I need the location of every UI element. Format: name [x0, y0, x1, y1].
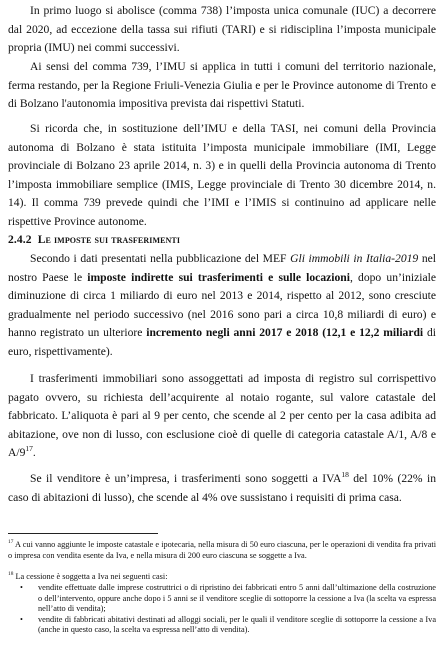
section-title: Le imposte sui trasferimenti — [37, 233, 181, 246]
footnote-number-17: 17 — [8, 539, 14, 546]
bullet-icon: • — [20, 614, 23, 624]
list-item: • vendite di fabbricati abitativi destinati ad alloggi sociali, per le quali il venditore sceglie di sottoporre la cessione a Iva (anche in questo caso, la scelta va espressa nell’atto di vendita). — [20, 614, 436, 635]
paragraph-registration-tax: I trasferimenti immobiliari sono assoggettati ad imposta di registro sul corrispettivo pagato ovvero, su richiesta dell’acquirente al notaio rogante, sul valore catastale del fabbricato. L’aliquota è pari al 9 per cento, che scende al 2 per cento per la casa adibita ad abitazione, ove non di lusso, con esclusione cioè di quelle di categoria catastale A/1, A/8 e $A/9^{17}$. — [8, 372, 436, 460]
bullet-icon: • — [20, 583, 23, 592]
paragraph-imu-comma-739: Ai sensi del comma 739, l’IMU si applica in tutti i comuni del territorio nazionale, ferma restando, per la Regione Friuli-Venezia Giulia e per le Province autonome di Trento e di Bolzano l'autonomia impositiva prevista dai rispettivi Statuti. — [8, 60, 436, 111]
section-number: 2.4.2 — [8, 233, 32, 246]
bold-phrase-increment: incremento negli anni 2017 e 2018 (12,1 e 12,2 miliardi — [146, 326, 424, 340]
footnote-ref-18[interactable]: 18 — [341, 470, 349, 480]
paragraph-imi-imis: Si ricorda che, in sostituzione dell’IMU e della TASI, nei comuni della Provincia autonoma di Bolzano è stata istituita l’imposta municipale immobiliare (IMI, Legge provinciale di Bolzano 23 aprile 2014, n. 3) e in quelli della Provincia autonoma di Trento l’imposta immobiliare semplice (IMIS, Legge provinciale di Trento 30 dicembre 2014, n. 14). Il comma 739 prevede quindi che l’IMI e l’IMIS si continuino ad applicare nelle rispettive Province autonome. — [8, 122, 436, 228]
list-item: • vendite effettuate dalle imprese costruttrici o di ripristino dei fabbricati entro 5 anni dall’ultimazione della costruzione o dell’intervento, oppure anche dopo i 5 anni se il venditore sceglie di sottoporre la cessione a Iva (la scelta va espressa nell’atto di vendita); — [20, 583, 436, 614]
section-heading — [8, 232, 180, 248]
footnote-number-18: 18 — [8, 571, 14, 578]
footnote-ref-17[interactable]: 17 — [25, 444, 33, 454]
paragraph-mef-data: Secondo i dati presentati nella pubblicazione del MEF Gli immobili in Italia-2019 nel nostro Paese le imposte indirette sui trasferimenti e sulle locazioni, dopo un’iniziale diminuzione di circa 1 miliardo di euro nel 2013 e 2014, rispetto al 2012, sono cresciute gradualmente nel periodo successivo (nel 2016 sono pari a circa 10,8 miliardi di euro) e hanno registrato un ulteriore incremento negli anni 2017 e 2018 (12,1 e 12,2 miliardi di euro, rispettivamente). — [8, 252, 437, 358]
bold-phrase-indirect-taxes: imposte indirette sui trasferimenti e sulle locazioni — [87, 270, 350, 284]
publication-title: Gli immobili in Italia-2019 — [290, 252, 419, 265]
footnote-divider — [8, 533, 158, 534]
footnote-17: $^{17}$ A cui vanno aggiunte le imposte catastale e ipotecaria, nella misura di 50 euro ciascuna, per le operazioni di vendita fra privati o impresa con vendita esente da Iva, e nella misura di 200 euro ciascuna se soggette a Iva. — [8, 539, 436, 560]
paragraph-vat: Se il venditore è un’impresa, i trasferimenti sono soggetti a IVA$^{18}$ del 10% (22% in caso di abitazioni di lusso), che scende al 4% ove sussistano i requisiti di prima casa. — [8, 470, 436, 504]
footnote-18: $^{18}$ La cessione è soggetta a Iva nei seguenti casi: — [8, 571, 168, 581]
paragraph-iuc-abolition: In primo luogo si abolisce (comma 738) l’imposta unica comunale (IUC) a decorrere dal 2020, ad eccezione della tassa sui rifiuti (TARI) e si ridisciplina l’imposta municipale propria (IMU) nei commi successivi. — [8, 4, 436, 55]
footnote-18-list — [8, 583, 436, 636]
